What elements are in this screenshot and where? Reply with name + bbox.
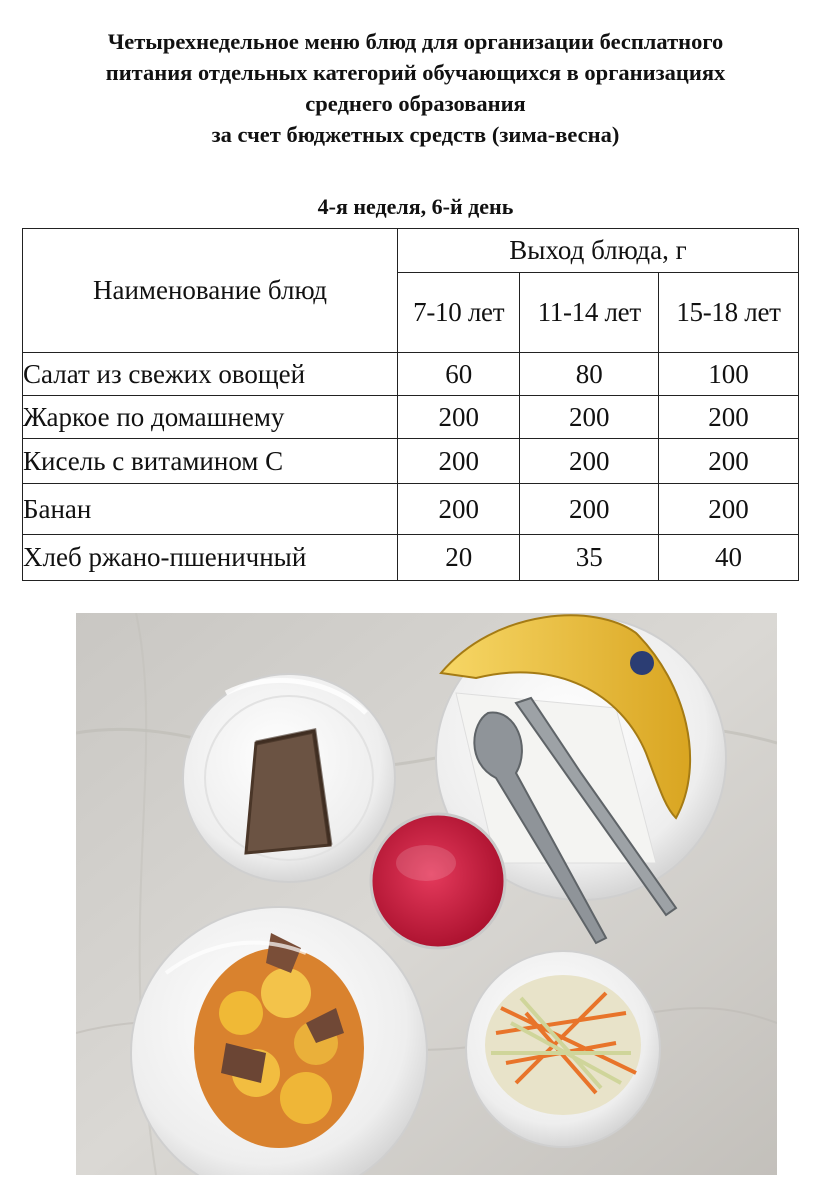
table-row — [23, 535, 799, 581]
portion-value: 200 — [520, 484, 659, 535]
title-line-4: за счет бюджетных средств (зима-весна) — [211, 122, 620, 147]
table-row — [23, 439, 799, 484]
portion-value: 80 — [520, 353, 659, 396]
portion-value: 200 — [659, 396, 799, 439]
dish-name: Жаркое по домашнему — [23, 396, 398, 439]
output-header: Выход блюда, г — [398, 229, 799, 273]
table-row — [23, 396, 799, 439]
dish-name-header: Наименование блюд — [23, 229, 398, 353]
week-day-subtitle: 4-я неделя, 6-й день — [317, 194, 514, 219]
salad-bowl — [466, 951, 660, 1147]
bread-plate — [183, 674, 395, 882]
title-line-1: Четырехнедельное меню блюд для организации бесплатного — [107, 29, 724, 54]
portion-value: 20 — [398, 535, 520, 581]
portion-value: 200 — [398, 484, 520, 535]
page-title — [0, 26, 831, 150]
dish-name: Салат из свежих овощей — [23, 353, 398, 396]
age-group-header: 11-14 лет — [520, 273, 659, 353]
portion-value: 35 — [520, 535, 659, 581]
age-group-header: 7-10 лет — [398, 273, 520, 353]
dish-name: Хлеб ржано-пшеничный — [23, 535, 398, 581]
title-line-2: питания отдельных категорий обучающихся в организациях — [105, 60, 726, 85]
title-line-3: среднего образования — [305, 91, 526, 116]
dish-name: Кисель с витамином С — [23, 439, 398, 484]
portion-value: 200 — [659, 439, 799, 484]
portion-value: 200 — [520, 439, 659, 484]
portion-value: 40 — [659, 535, 799, 581]
table-row — [23, 484, 799, 535]
portion-value: 200 — [659, 484, 799, 535]
table-row — [23, 353, 799, 396]
age-group-header: 15-18 лет — [659, 273, 799, 353]
banana-sticker — [630, 651, 654, 675]
portion-value: 200 — [398, 396, 520, 439]
header-row — [23, 229, 799, 273]
menu-table — [22, 228, 799, 581]
portion-value: 200 — [398, 439, 520, 484]
dish-name: Банан — [23, 484, 398, 535]
portion-value: 200 — [520, 396, 659, 439]
portion-value: 60 — [398, 353, 520, 396]
meal-photo — [76, 613, 777, 1175]
portion-value: 100 — [659, 353, 799, 396]
kissel-glass — [371, 814, 505, 948]
